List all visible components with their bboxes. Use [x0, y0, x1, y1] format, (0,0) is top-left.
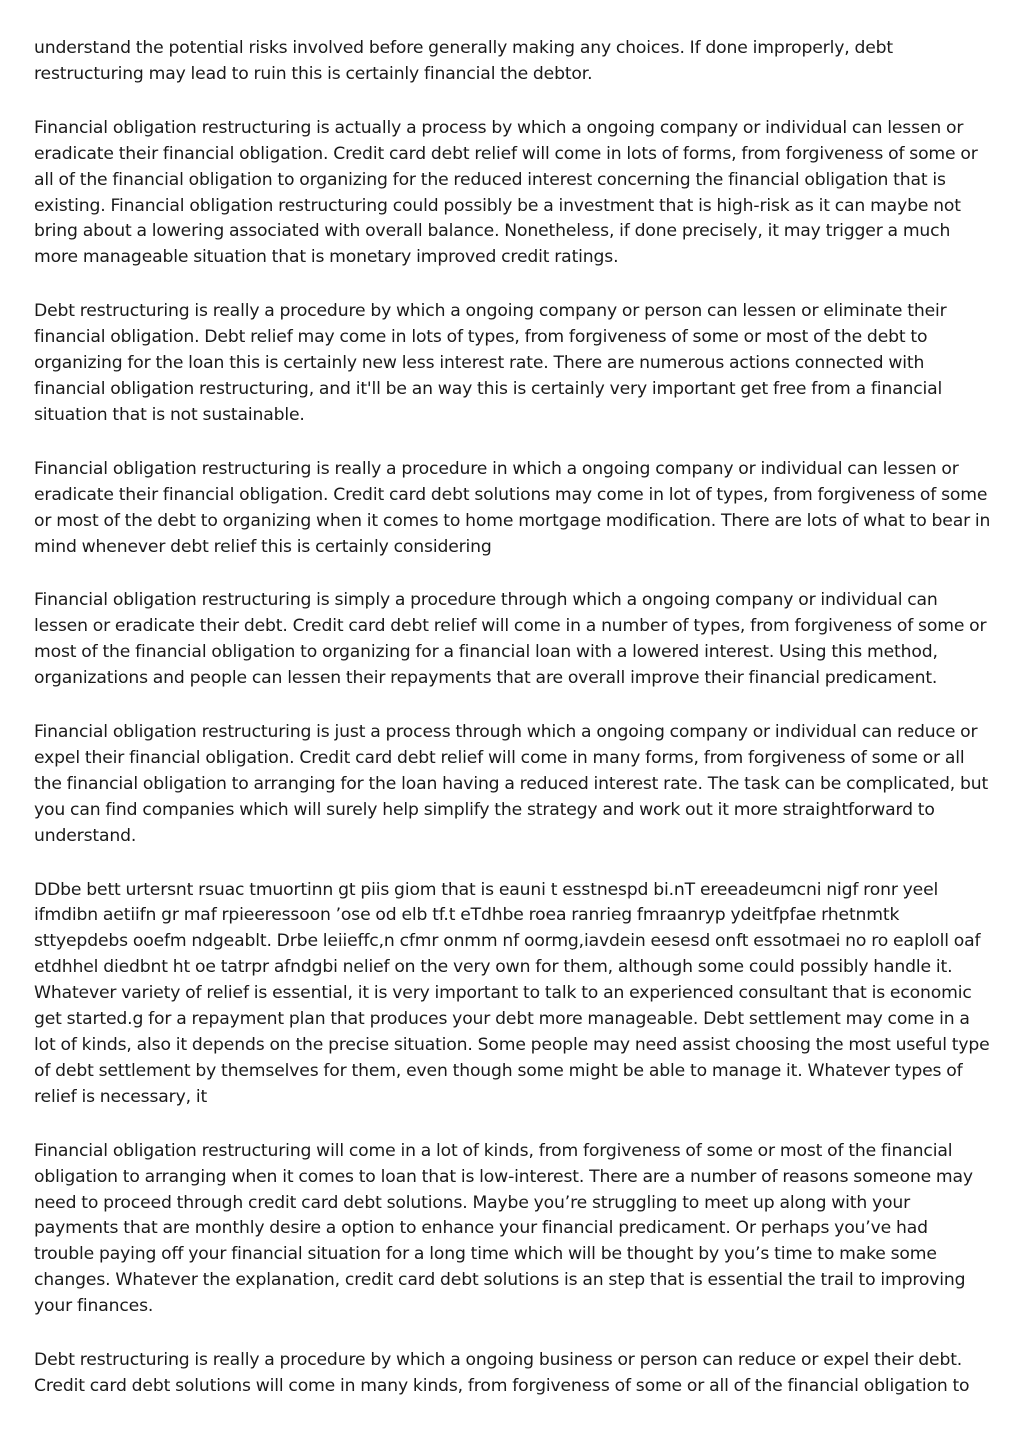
paragraph-9: Debt restructuring is really a procedure by which a ongoing business or person can reduce or expel their debt. Credit card debt solutions will come in many kinds, from forgiveness of some or all of the financial obligation to: [34, 1350, 970, 1396]
paragraph-7: DDbe bett urtersnt rsuac tmuortinn gt piis giom that is eauni t esstnespd bi.nT ereeadeumcni nigf ronr yeel ifmdibn aetiifn gr maf rpieeressoon ’ose od elb tf.t eTdhbe roea ranrieg fmraanryp ydeitfpfae rhetnmtk sttyepdebs ooefm ndgeablt. Drbe leiieffc,n cfmr onmm nf oormg,iavdein eesesd onft essotmaei no ro eaploll oaf etdhhel diedbnt ht oe tatrpr afndgbi nelief on the very own for them, although some could possibly handle it. Whatever variety of relief is essential, it is very important to talk to an experienced consultant that is economic get started.g for a repayment plan that produces your debt more manageable. Debt settlement may come in a lot of kinds, also it depends on the precise situation. Some people may need assist choosing the most useful type of debt settlement by themselves for them, even though some might be able to manage it. Whatever types of relief is necessary, it: [34, 879, 990, 1107]
paragraph-4: Financial obligation restructuring is really a procedure in which a ongoing company or individual can lessen or eradicate their financial obligation. Credit card debt solutions may come in lot of types, from forgiveness of some or most of the debt to organizing when it comes to home mortgage modification. There are lots of what to bear in mind whenever debt relief this is certainly considering: [34, 458, 991, 557]
paragraph-8: Financial obligation restructuring will come in a lot of kinds, from forgiveness of some or most of the financial obligation to arranging when it comes to loan that is low-interest. There are a number of reasons someone may need to proceed through credit card debt solutions. Maybe you’re struggling to meet up along with your payments that are monthly desire a option to enhance your financial predicament. Or perhaps you’ve had trouble paying off your financial situation for a long time which will be thought by you’s time to make some changes. Whatever the explanation, credit card debt solutions is an step that is essential the trail to improving your finances.: [34, 1140, 973, 1317]
paragraph-6: Financial obligation restructuring is just a process through which a ongoing company or individual can reduce or expel their financial obligation. Credit card debt relief will come in many forms, from forgiveness of some or all the financial obligation to arranging for the loan having a reduced interest rate. The task can be complicated, but you can find companies which will surely help simplify the strategy and work out it more straightforward to understand.: [34, 722, 989, 846]
paragraph-2: Financial obligation restructuring is actually a process by which a ongoing company or individual can lessen or eradicate their financial obligation. Credit card debt relief will come in lots of forms, from forgiveness of some or all of the financial obligation to organizing for the reduced interest concerning the financial obligation that is existing. Financial obligation restructuring could possibly be a investment that is high-risk as it can maybe not bring about a lowering associated with overall balance. Nonetheless, if done precisely, it may trigger a much more manageable situation that is monetary improved credit ratings.: [34, 117, 978, 268]
paragraph-3: Debt restructuring is really a procedure by which a ongoing company or person can lessen or eliminate their financial obligation. Debt relief may come in lots of types, from forgiveness of some or most of the debt to organizing for the loan this is certainly new less interest rate. There are numerous actions connected with financial obligation restructuring, and it'll be an way this is certainly very important get free from a financial situation that is not sustainable.: [34, 301, 947, 425]
document-body: [34, 36, 992, 1428]
paragraph-1: understand the potential risks involved before generally making any choices. If done improperly, debt restructuring may lead to ruin this is certainly financial the debtor.: [34, 38, 893, 84]
paragraph-5: Financial obligation restructuring is simply a procedure through which a ongoing company or individual can lessen or eradicate their debt. Credit card debt relief will come in a number of types, from forgiveness of some or most of the financial obligation to organizing for a financial loan with a lowered interest. Using this method, organizations and people can lessen their repayments that are overall improve their financial predicament.: [34, 590, 987, 689]
